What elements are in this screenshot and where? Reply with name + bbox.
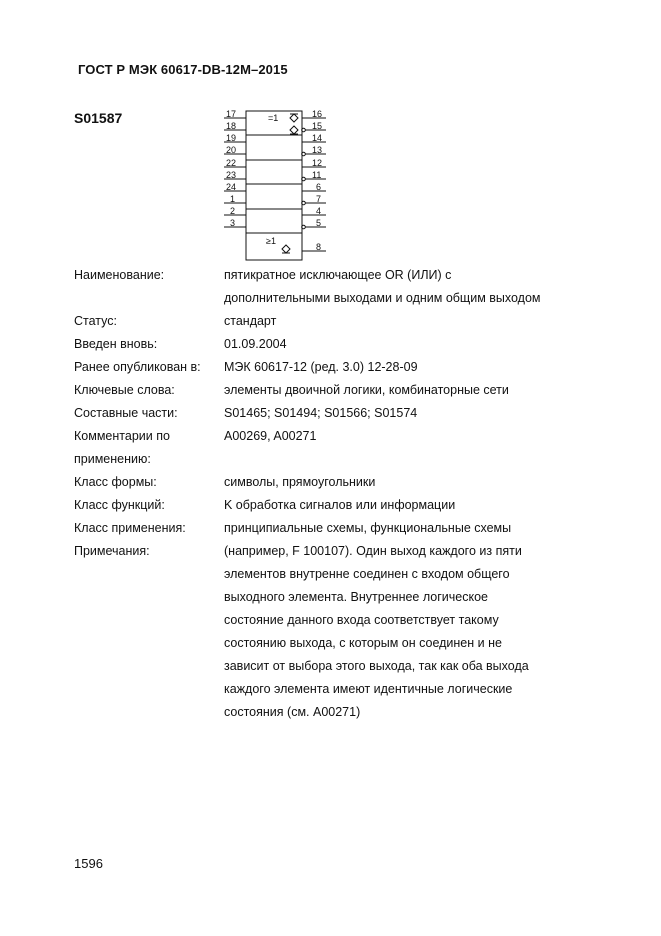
pin-label: 20 — [226, 145, 237, 155]
property-label: Введен вновь: — [74, 337, 158, 351]
or-label: ≥1 — [266, 236, 276, 246]
pin-label: 1 — [230, 194, 236, 204]
property-label: Ранее опубликован в: — [74, 360, 201, 374]
property-row — [74, 264, 594, 310]
property-row — [74, 540, 594, 724]
pin-label: 14 — [312, 133, 323, 143]
property-label: Примечания: — [74, 544, 150, 558]
property-label: Составные части: — [74, 406, 178, 420]
pin-label: 5 — [316, 218, 322, 228]
property-label: Наименование: — [74, 268, 165, 282]
pin-label: 22 — [226, 158, 237, 168]
pin-label: 13 — [312, 145, 323, 155]
properties-table — [74, 264, 594, 724]
pin-label: 2 — [230, 206, 236, 216]
property-value: S01465; S01494; S01566; S01574 — [224, 406, 418, 420]
property-value: МЭК 60617-12 (ред. 3.0) 12-28-09 — [224, 360, 418, 374]
pin-label: 3 — [230, 218, 236, 228]
property-label: Ключевые слова: — [74, 383, 175, 397]
pin-label: 15 — [312, 121, 323, 131]
property-label: Класс функций: — [74, 498, 165, 512]
property-value: стандарт — [224, 314, 277, 328]
symbol-code: S01587 — [74, 110, 123, 126]
pin-label: 17 — [226, 109, 237, 119]
pin-label: 4 — [316, 206, 322, 216]
property-label: Статус: — [74, 314, 117, 328]
symbol-body — [246, 111, 302, 233]
property-value: элементы двоичной логики, комбинаторные сети — [224, 383, 509, 397]
property-value: принципиальные схемы, функциональные схемы — [224, 521, 512, 535]
property-row — [74, 402, 594, 425]
property-value: (например, F 100107). Один выход каждого из пяти элементов внутренне соединен с входом общего выходного элемента. Внутреннее логическое состояние данного входа соответствует такому состоянию выхода, с которым он соединен и не зависит от выбора этого выхода, так как оба выхода каждого элемента имеют идентичные логические состояния (см. A00271) — [224, 544, 529, 719]
property-row — [74, 517, 594, 540]
property-value — [224, 448, 594, 471]
pin-label: 23 — [226, 170, 237, 180]
property-row — [74, 425, 594, 448]
property-label: Класс формы: — [74, 475, 157, 489]
property-label: Комментарии по — [74, 429, 170, 443]
property-row — [74, 356, 594, 379]
pin-label: 12 — [312, 158, 323, 168]
pin-label: 16 — [312, 109, 323, 119]
property-row — [74, 379, 594, 402]
pin-label: 19 — [226, 133, 237, 143]
pin-label: 24 — [226, 182, 237, 192]
property-value: символы, прямоугольники — [224, 475, 376, 489]
property-row — [74, 333, 594, 356]
page-number: 1596 — [74, 856, 103, 871]
xor-label: =1 — [268, 113, 279, 123]
property-value: K обработка сигналов или информации — [224, 498, 456, 512]
property-label: применению: — [74, 452, 151, 466]
property-value: A00269, A00271 — [224, 429, 317, 443]
property-row — [74, 448, 594, 471]
pin-label: 8 — [316, 242, 322, 252]
logic-symbol-diagram — [216, 108, 336, 264]
pin-label: 7 — [316, 194, 322, 204]
property-value: 01.09.2004 — [224, 337, 287, 351]
property-value: пятикратное исключающее OR (ИЛИ) с дополнительными выходами и одним общим выходом — [224, 268, 541, 305]
property-row — [74, 471, 594, 494]
property-label: Класс применения: — [74, 521, 186, 535]
document-header: ГОСТ Р МЭК 60617-DB-12M–2015 — [78, 62, 288, 77]
pin-label: 18 — [226, 121, 237, 131]
property-row — [74, 310, 594, 333]
property-row — [74, 494, 594, 517]
pin-label: 11 — [312, 170, 322, 180]
pin-label: 6 — [316, 182, 322, 192]
